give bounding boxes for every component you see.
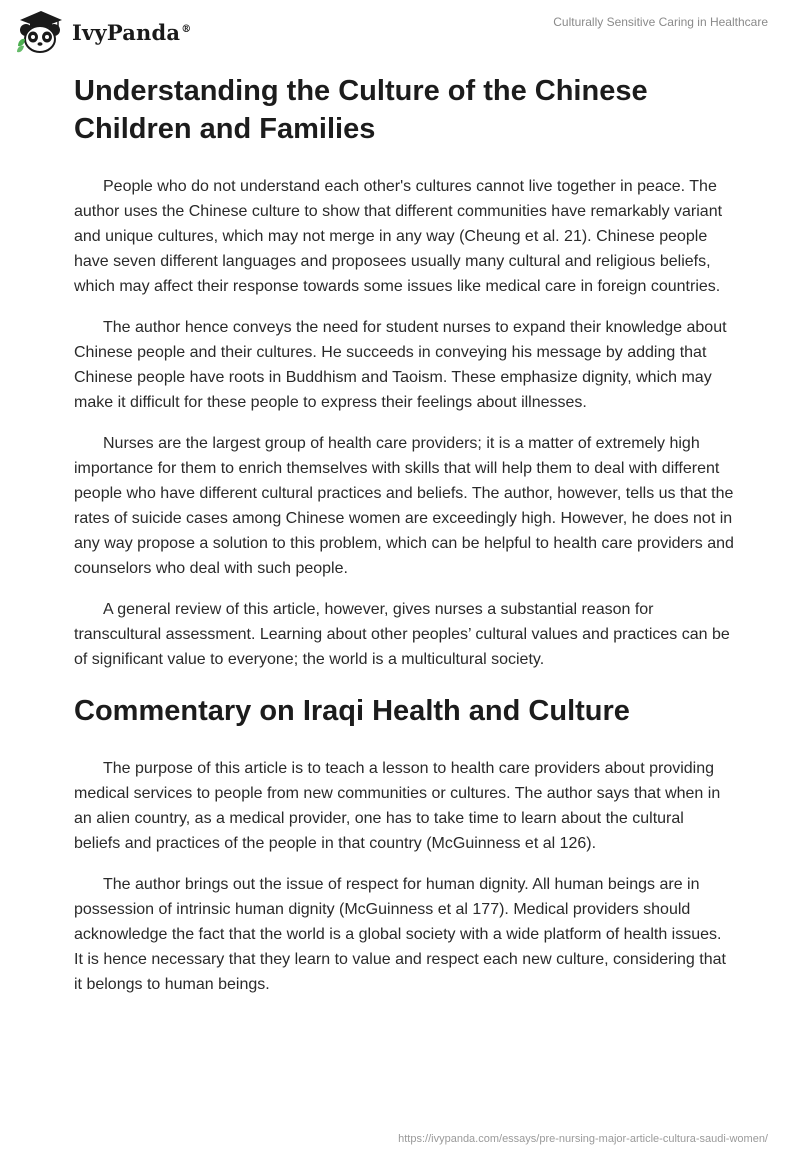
paragraph: The purpose of this article is to teach a lesson to health care providers about providing medical services to people from new communities or cultures. The author says that when in an alien country, as a medical provider, one has to take time to learn about the cultural beliefs and practices of the people in that country (McGuinness et al 126). [74, 760, 721, 852]
registered-mark: ® [181, 23, 192, 35]
paragraph: The author hence conveys the need for student nurses to expand their knowledge about Chinese people and their cultures. He succeeds in conveying his message by adding that Chinese people have roots in Buddhism and Taoism. These emphasize dignity, which may make it difficult for these people to express their feelings about illnesses. [74, 319, 727, 411]
paragraph: Nurses are the largest group of health care providers; it is a matter of extremely high importance for them to enrich themselves with skills that will help them to deal with different people who have different cultural practices and beliefs. The author, however, tells us that the rates of suicide cases among Chinese women are exceedingly high. However, he does not in any way propose a solution to this problem, which can be helpful to health care providers and counselors who deal with such people. [74, 435, 734, 577]
paragraph: The author brings out the issue of respect for human dignity. All human beings are in possession of intrinsic human dignity (McGuinness et al 177). Medical providers should acknowledge the fact that the world is a global society with a wide platform of health issues. It is hence necessary that they learn to value and respect each new culture, considering that it belongs to human beings. [74, 876, 726, 993]
brand-name: IvyPanda® [72, 19, 192, 45]
section-heading-chinese-culture: Understanding the Culture of the Chinese Children and Families [74, 75, 648, 145]
section-heading-iraqi-health: Commentary on Iraqi Health and Culture [74, 695, 630, 727]
ivypanda-logo[interactable] [14, 8, 191, 54]
panda-graduate-icon [14, 8, 64, 54]
article-body [74, 72, 734, 1013]
document-title: Culturally Sensitive Caring in Healthcare [553, 15, 768, 29]
page-header [0, 0, 800, 70]
source-url-link[interactable]: https://ivypanda.com/essays/pre-nursing-major-article-cultura-saudi-women/ [398, 1133, 768, 1145]
paragraph: People who do not understand each other's cultures cannot live together in peace. The author uses the Chinese culture to show that different communities have remarkably variant and unique cultures, which may not merge in any way (Cheung et al. 21). Chinese people have seven different languages and proposees usually many cultural and religious beliefs, which may affect their response towards some issues like medical care in foreign countries. [74, 178, 723, 295]
paragraph: A general review of this article, however, gives nurses a substantial reason for transcultural assessment. Learning about other peoples’ cultural values and practices can be of significant value to everyone; the world is a multicultural society. [74, 601, 730, 668]
